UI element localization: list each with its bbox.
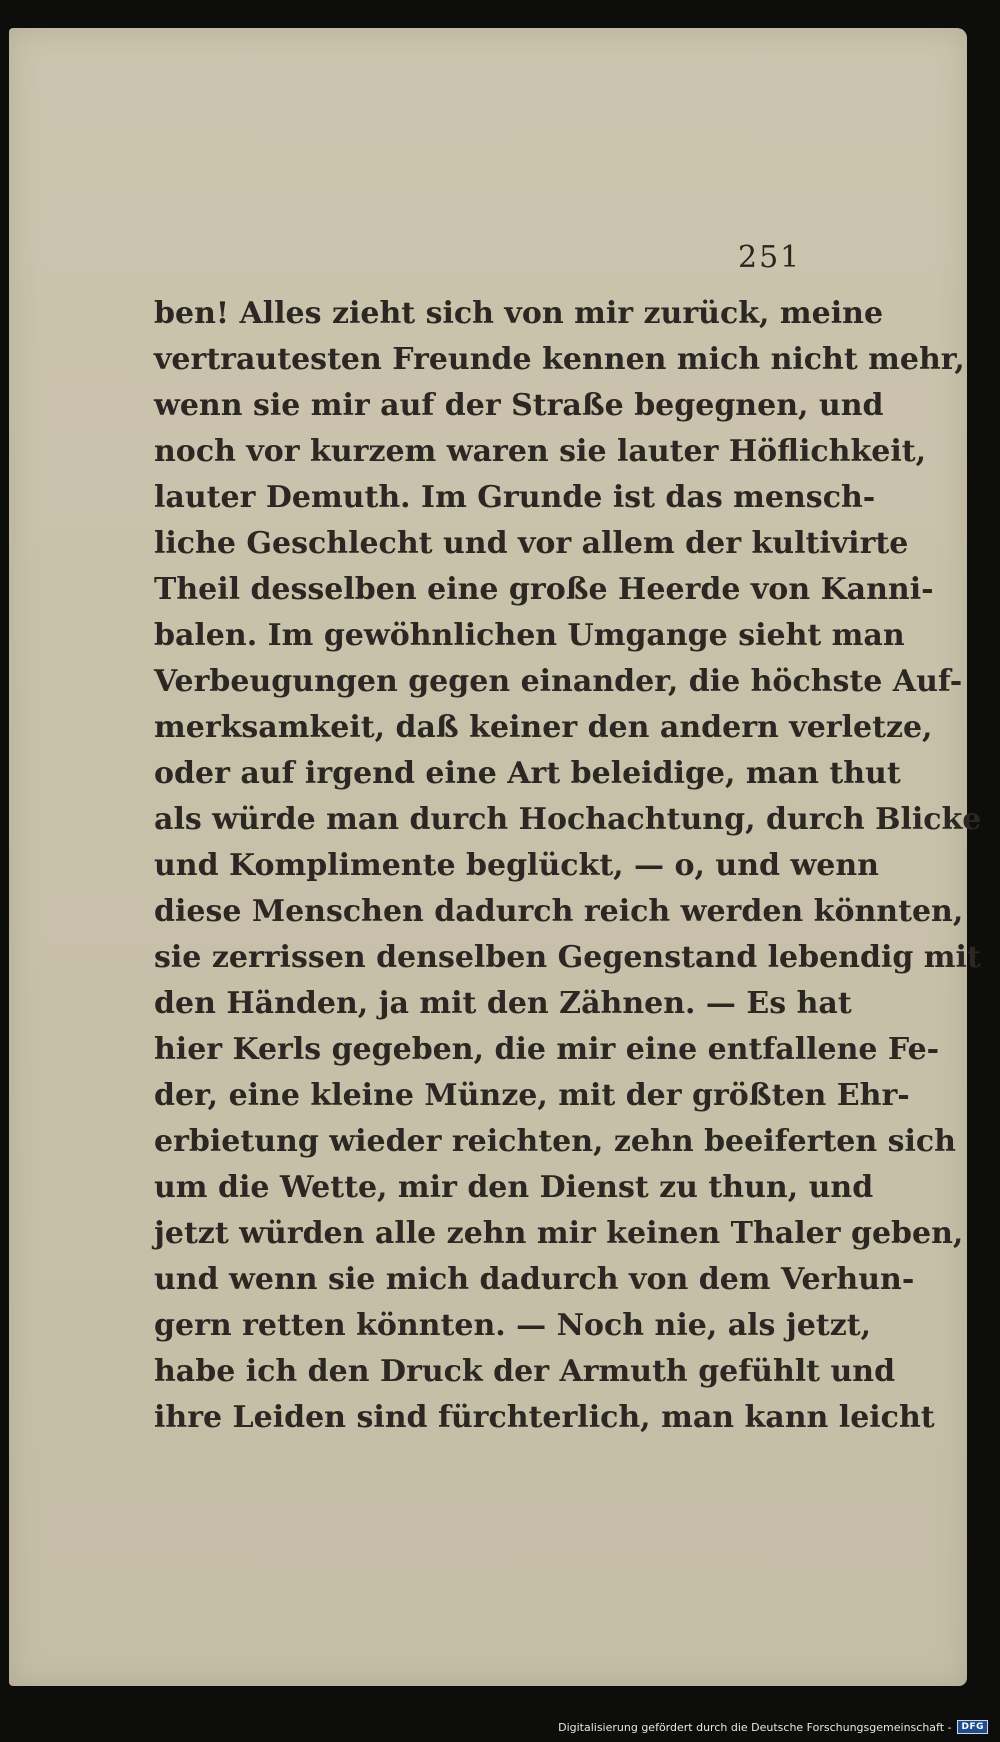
text-line: jetzt würden alle zehn mir keinen Thaler geben,: [154, 1216, 964, 1251]
text-line: ben! Alles zieht sich von mir zurück, meine: [154, 296, 884, 331]
text-line: um die Wette, mir den Dienst zu thun, und: [154, 1170, 874, 1205]
text-line: wenn sie mir auf der Straße begegnen, und: [154, 388, 884, 423]
text-line: als würde man durch Hochachtung, durch Blicke: [154, 802, 982, 837]
text-line: den Händen, ja mit den Zähnen. — Es hat: [154, 986, 852, 1021]
text-line: gern retten könnten. — Noch nie, als jetzt,: [154, 1308, 872, 1343]
text-line: noch vor kurzem waren sie lauter Höflichkeit,: [154, 434, 927, 469]
text-line: liche Geschlecht und vor allem der kultivirte: [154, 526, 909, 561]
text-line: Theil desselben eine große Heerde von Kanni-: [154, 572, 934, 607]
text-line: und wenn sie mich dadurch von dem Verhun-: [154, 1262, 915, 1297]
dfg-logo-icon: DFG: [957, 1720, 988, 1734]
text-line: erbietung wieder reichten, zehn beeiferten sich: [154, 1124, 956, 1159]
text-line: habe ich den Druck der Armuth gefühlt und: [154, 1354, 896, 1389]
text-line: ihre Leiden sind fürchterlich, man kann leicht: [154, 1400, 935, 1435]
digitization-footer: [558, 1720, 988, 1734]
text-line: und Komplimente beglückt, — o, und wenn: [154, 848, 879, 883]
page-number: 251: [738, 240, 802, 275]
text-line: Verbeugungen gegen einander, die höchste Auf-: [154, 664, 963, 699]
text-line: merksamkeit, daß keiner den andern verletze,: [154, 710, 933, 745]
text-line: der, eine kleine Münze, mit der größten Ehr-: [154, 1078, 910, 1113]
text-line: sie zerrissen denselben Gegenstand lebendig mit: [154, 940, 981, 975]
text-line: oder auf irgend eine Art beleidige, man thut: [154, 756, 901, 791]
text-line: hier Kerls gegeben, die mir eine entfallene Fe-: [154, 1032, 940, 1067]
book-page: [9, 28, 982, 1686]
body-text: [154, 291, 982, 1441]
text-line: lauter Demuth. Im Grunde ist das mensch-: [154, 480, 876, 515]
text-line: balen. Im gewöhnlichen Umgange sieht man: [154, 618, 905, 653]
text-line: vertrautesten Freunde kennen mich nicht mehr,: [154, 342, 965, 377]
text-line: diese Menschen dadurch reich werden könnten,: [154, 894, 964, 929]
footer-credit-text: Digitalisierung gefördert durch die Deutsche Forschungsgemeinschaft -: [558, 1720, 952, 1734]
